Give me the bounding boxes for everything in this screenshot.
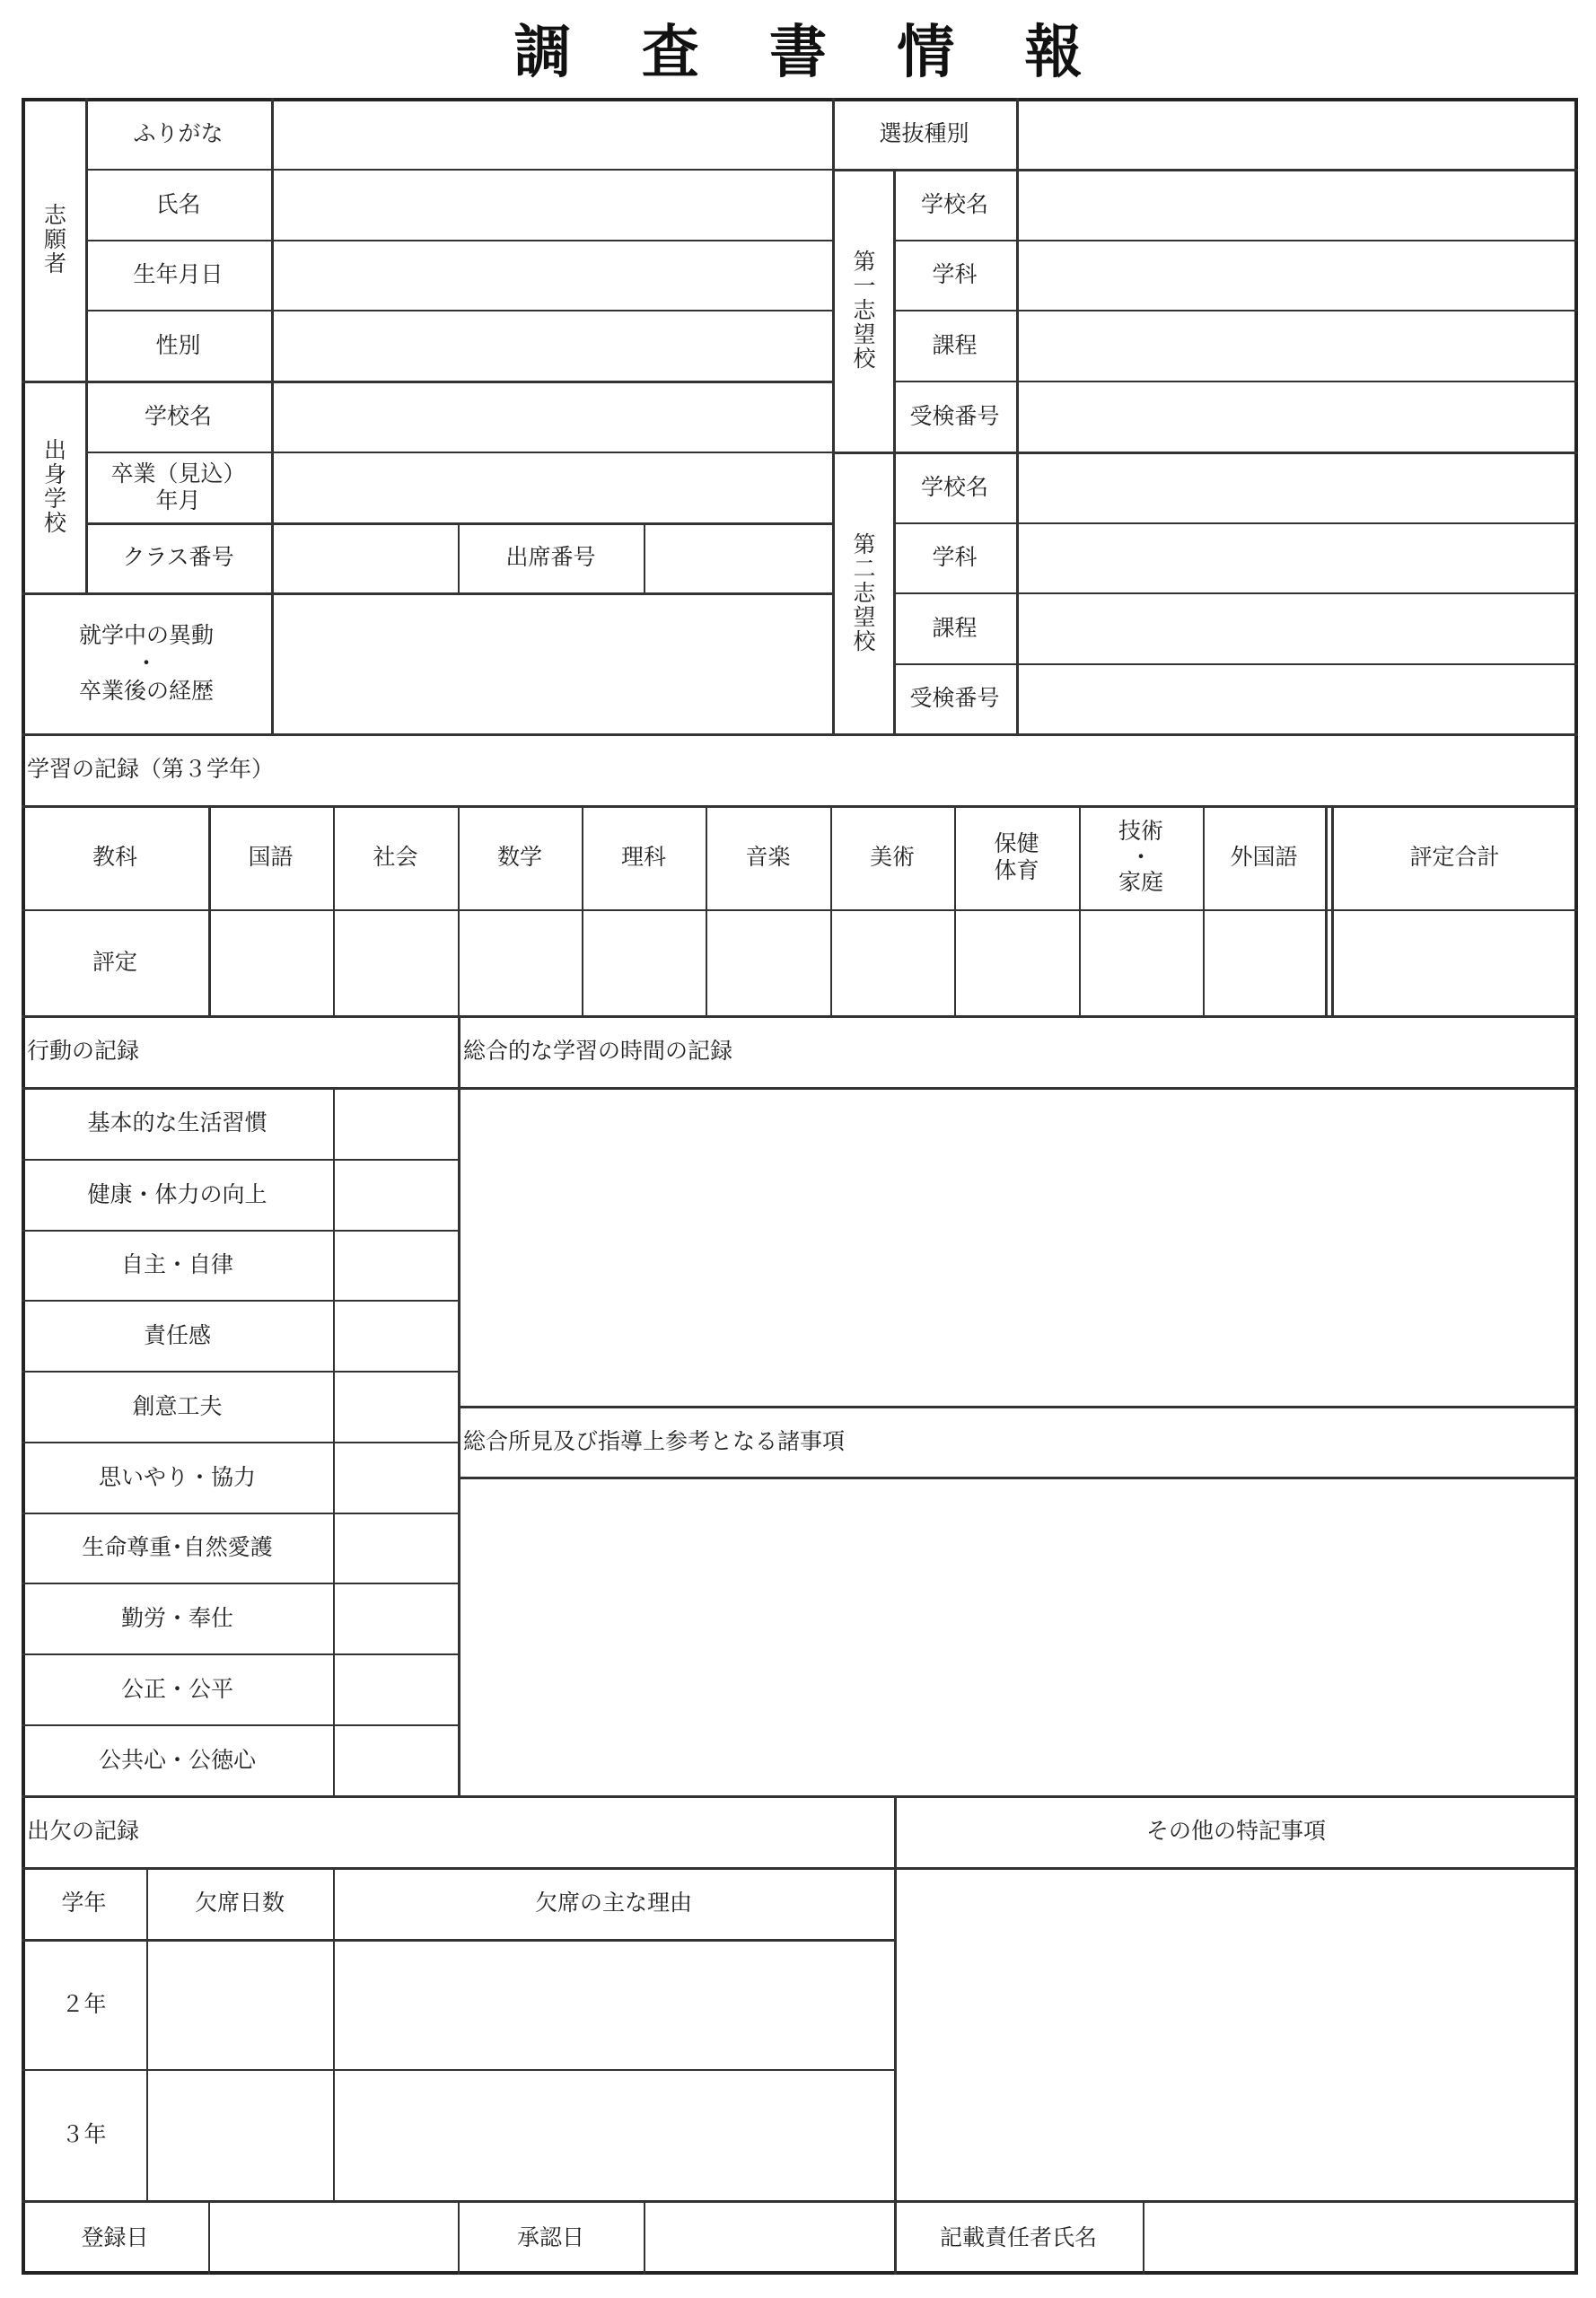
first-choice-department-label: 学科: [932, 261, 978, 287]
study-record-heading: 学習の記録（第３学年）: [27, 756, 275, 782]
subject-foreign-language: 外国語: [1230, 844, 1298, 870]
subject-art: 美術: [869, 844, 915, 870]
gender-label: 性別: [155, 331, 201, 358]
author-name-field[interactable]: [1143, 2200, 1578, 2275]
second-choice-exam-number-field[interactable]: [1016, 663, 1578, 733]
behavior-item: 生命尊重･自然愛護: [82, 1534, 273, 1560]
tech-line3: 家庭: [1118, 869, 1163, 896]
grade-math-field[interactable]: [458, 909, 582, 1015]
absence-days-field[interactable]: [146, 1939, 333, 2069]
general-remarks-heading: 総合所見及び指導上参考となる諸事項: [463, 1427, 846, 1454]
subject-math: 数学: [496, 844, 542, 870]
first-choice-department-field[interactable]: [1016, 240, 1578, 310]
first-choice-group-label: 第一志望校: [850, 250, 876, 371]
subject-health-pe: [954, 805, 1079, 909]
subject-japanese: 国語: [248, 844, 294, 870]
grade-row-label: 評定: [92, 949, 137, 975]
second-choice-department-label: 学科: [932, 544, 978, 570]
grade-total-header: 評定合計: [1409, 844, 1500, 870]
registered-date-field[interactable]: [208, 2200, 458, 2275]
grade-social-studies-field[interactable]: [333, 909, 458, 1015]
year-header: 学年: [61, 1890, 107, 1916]
approved-date-field[interactable]: [644, 2200, 894, 2275]
tech-line1: 技術: [1118, 817, 1163, 844]
graduation-label-line1: 卒業（見込）: [110, 460, 246, 487]
birthdate-label: 生年月日: [133, 261, 224, 287]
second-choice-school-field[interactable]: [1016, 452, 1578, 522]
class-number-label: クラス番号: [122, 544, 234, 570]
name-field[interactable]: [271, 169, 832, 240]
behavior-item: 公正・公平: [120, 1675, 233, 1702]
absence-reason-header: 欠席の主な理由: [534, 1890, 692, 1916]
approved-date-label: 承認日: [516, 2223, 584, 2250]
history-label-line1: 就学中の異動: [78, 621, 214, 648]
author-name-label: 記載責任者氏名: [939, 2223, 1097, 2250]
behavior-item: 思いやり・協力: [98, 1463, 256, 1490]
first-choice-exam-number-field[interactable]: [1016, 381, 1578, 452]
origin-school-name-label: 学校名: [144, 402, 212, 429]
grade-japanese-field[interactable]: [208, 909, 333, 1015]
grade-health-pe-field[interactable]: [954, 909, 1079, 1015]
absence-reason-field[interactable]: [333, 2069, 894, 2200]
behavior-item: 創意工夫: [132, 1392, 223, 1419]
history-field[interactable]: [271, 592, 832, 733]
history-label-line2: ・: [135, 649, 158, 676]
graduation-date-label: [85, 452, 271, 522]
absence-reason-field[interactable]: [333, 1939, 894, 2069]
grade-art-field[interactable]: [830, 909, 954, 1015]
pe-line2: 体育: [994, 857, 1039, 883]
history-label: [22, 592, 271, 733]
year-row-label: ２年: [61, 1990, 107, 2017]
behavior-item: 基本的な生活習慣: [87, 1110, 267, 1136]
absence-days-field[interactable]: [146, 2069, 333, 2200]
second-choice-course-field[interactable]: [1016, 592, 1578, 663]
attendance-number-field[interactable]: [644, 522, 832, 592]
selection-type-field[interactable]: [1016, 98, 1578, 169]
first-choice-school-field[interactable]: [1016, 169, 1578, 240]
attendance-number-label: 出席番号: [505, 544, 596, 570]
second-choice-group-label: 第二志望校: [850, 531, 876, 653]
applicant-group-label: 志願者: [40, 203, 67, 276]
graduation-label-line2: 年月: [155, 487, 201, 513]
birthdate-field[interactable]: [271, 240, 832, 310]
integrated-study-heading: 総合的な学習の時間の記録: [463, 1038, 733, 1064]
integrated-study-field[interactable]: [458, 1087, 1578, 1406]
subject-science: 理科: [620, 844, 666, 870]
grade-total-field[interactable]: [1331, 909, 1578, 1015]
origin-school-group-label: 出身学校: [40, 438, 67, 535]
behavior-item: 勤労・奉仕: [120, 1604, 233, 1631]
year-row-label: ３年: [61, 2121, 107, 2147]
furigana-label: ふりがな: [133, 119, 224, 146]
grade-music-field[interactable]: [706, 909, 830, 1015]
attendance-heading: 出欠の記録: [27, 1818, 140, 1844]
class-number-field[interactable]: [271, 522, 458, 592]
page-title: 調 査 書 情 報: [513, 20, 1108, 86]
behavior-item: 公共心・公徳心: [98, 1746, 256, 1773]
first-choice-course-field[interactable]: [1016, 310, 1578, 381]
first-choice-exam-number-label: 受検番号: [909, 402, 1000, 429]
behavior-marks-column[interactable]: [333, 1087, 458, 1795]
subject-music: 音楽: [745, 844, 791, 870]
second-choice-department-field[interactable]: [1016, 522, 1578, 592]
graduation-date-field[interactable]: [271, 452, 832, 522]
absence-days-header: 欠席日数: [194, 1890, 285, 1916]
behavior-item: 責任感: [143, 1321, 211, 1348]
grade-science-field[interactable]: [582, 909, 706, 1015]
behavior-heading: 行動の記録: [27, 1038, 140, 1064]
second-choice-course-label: 課程: [932, 614, 978, 641]
first-choice-school-label: 学校名: [920, 190, 988, 217]
grade-foreign-language-field[interactable]: [1203, 909, 1325, 1015]
other-notes-heading: その他の特記事項: [1145, 1818, 1326, 1844]
selection-type-label: 選抜種別: [879, 119, 969, 146]
pe-line1: 保健: [994, 830, 1039, 856]
first-choice-course-label: 課程: [932, 331, 978, 358]
furigana-field[interactable]: [271, 98, 832, 169]
history-label-line3: 卒業後の経歴: [78, 678, 214, 705]
origin-school-name-field[interactable]: [271, 381, 832, 452]
second-choice-school-label: 学校名: [920, 473, 988, 500]
tech-line2: ・: [1129, 843, 1153, 870]
subject-tech-home: [1079, 805, 1203, 909]
name-label: 氏名: [155, 190, 201, 217]
subject-social-studies: 社会: [373, 844, 418, 870]
subject-header: 教科: [92, 844, 137, 870]
general-remarks-field[interactable]: [458, 1477, 1578, 1795]
behavior-item: 健康・体力の向上: [87, 1180, 267, 1207]
grade-tech-home-field[interactable]: [1079, 909, 1203, 1015]
gender-field[interactable]: [271, 310, 832, 381]
registered-date-label: 登録日: [81, 2223, 149, 2250]
second-choice-exam-number-label: 受検番号: [909, 685, 1000, 711]
behavior-item: 自主・自律: [120, 1251, 233, 1277]
other-notes-field[interactable]: [894, 1867, 1578, 2200]
